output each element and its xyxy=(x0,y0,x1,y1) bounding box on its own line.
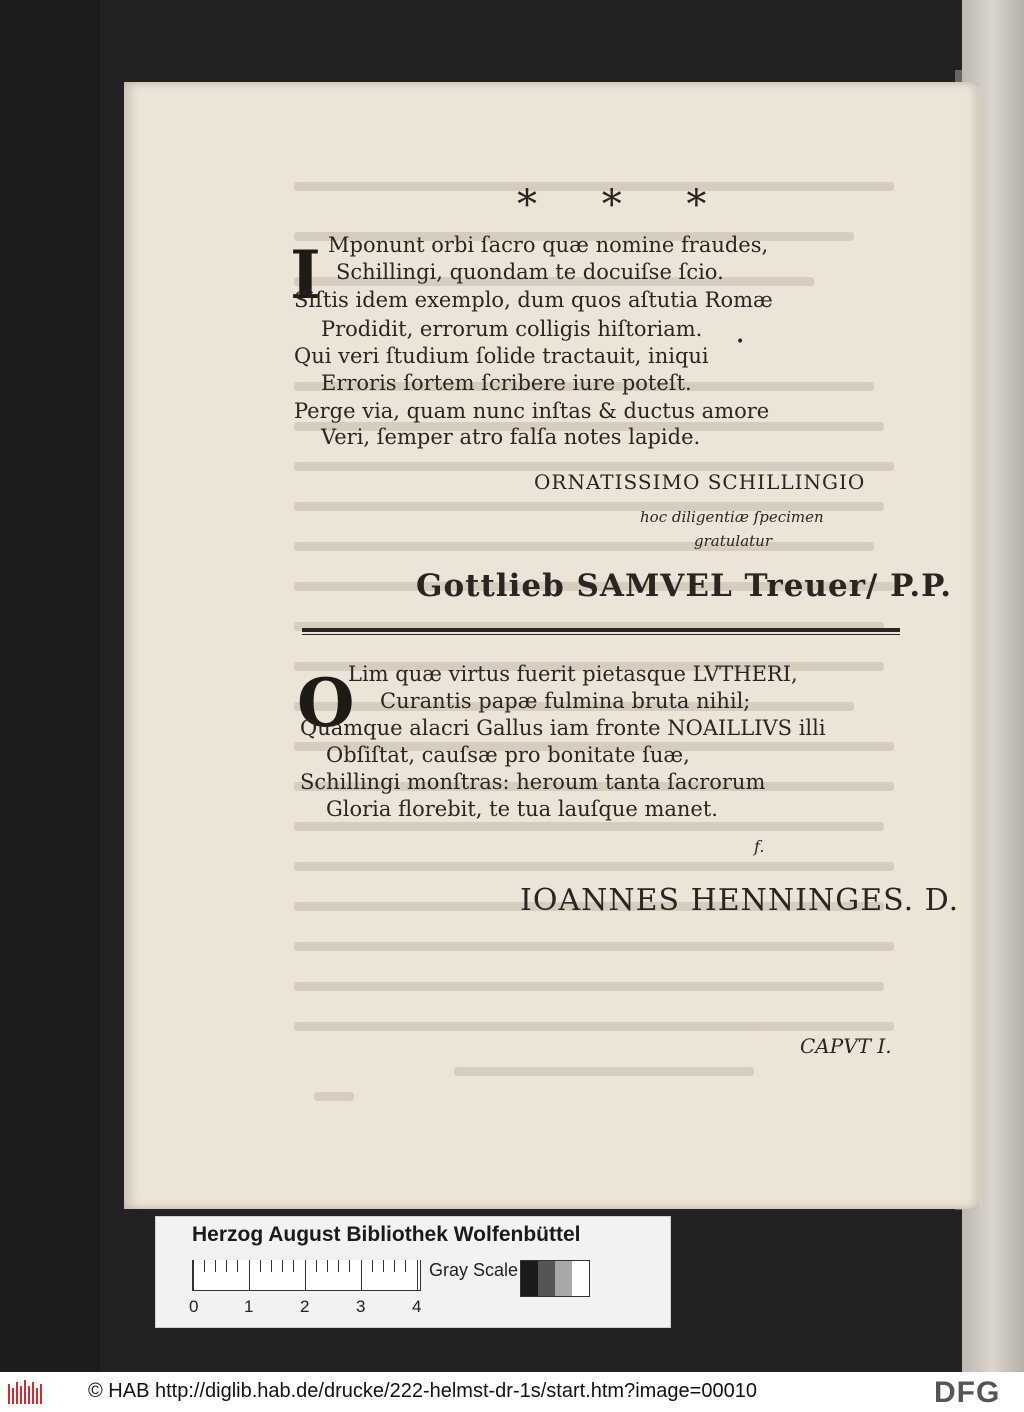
verse-line: Mponunt orbi ſacro quæ nomine fraudes, xyxy=(328,233,769,257)
drop-cap-i: I xyxy=(290,236,321,314)
verse-line: Quamque alacri Gallus iam fronte NOAILLIVS illi xyxy=(300,716,826,740)
color-scale-card xyxy=(155,1216,671,1328)
verse-line: Siſtis idem exemplo, dum quos aſtutia Romæ xyxy=(294,288,773,312)
ruler-number: 3 xyxy=(356,1297,366,1316)
divider-rule xyxy=(302,628,900,632)
verse-line: Prodidit, errorum colligis hiſtoriam. xyxy=(321,317,703,341)
gray-scale-label: Gray Scale xyxy=(429,1260,519,1280)
ruler-number: 1 xyxy=(244,1297,254,1316)
gray-swatch-2 xyxy=(555,1261,572,1296)
measurement-ruler xyxy=(192,1260,421,1291)
author-signature: Gottlieb SAMVEL Treuer/ P.P. xyxy=(416,568,953,604)
ruler-number: 2 xyxy=(300,1297,310,1316)
dedication: ORNATISSIMO SCHILLINGIO xyxy=(534,470,866,494)
scanner-background-left xyxy=(0,0,100,1372)
gray-scale-swatch xyxy=(520,1260,590,1297)
mark-f: f. xyxy=(754,837,765,856)
verse-line: Curantis papæ fulmina bruta nihil; xyxy=(380,689,751,713)
ornament-asterisks: * * * xyxy=(517,182,733,228)
drop-cap-o: O xyxy=(297,664,355,742)
dfg-logo-icon[interactable]: DFG xyxy=(934,1376,1001,1409)
verse-line: Perge via, quam nunc inſtas & ductus amore xyxy=(294,399,770,423)
stray-mark: • xyxy=(736,334,745,350)
verse-line: Veri, ſemper atro falſa notes lapide. xyxy=(321,425,701,449)
dedication-line: gratulatur xyxy=(694,532,773,550)
gray-swatch-1 xyxy=(538,1261,555,1296)
verse-line: Obſiſtat, cauſsæ pro bonitate ſuæ, xyxy=(326,743,690,767)
hab-logo-icon[interactable] xyxy=(6,1378,48,1406)
copyright-url[interactable]: © HAB http://diglib.hab.de/drucke/222-helmst-dr-1s/start.htm?image=00010 xyxy=(88,1380,757,1402)
verse-line: Gloria florebit, te tua lauſque manet. xyxy=(326,797,718,821)
catchword: CAPVT I. xyxy=(800,1034,892,1058)
verse-line: Erroris ſortem ſcribere iure poteſt. xyxy=(321,371,692,395)
dedication-line: hoc diligentiæ ſpecimen xyxy=(640,508,824,526)
verse-line: Schillingi monſtras: heroum tanta ſacrorum xyxy=(300,770,766,794)
divider-rule-thin xyxy=(302,634,900,635)
footer-bar xyxy=(0,1372,1024,1412)
library-name: Herzog August Bibliothek Wolfenbüttel xyxy=(192,1223,581,1246)
gray-swatch-3 xyxy=(572,1261,589,1296)
author-signature: IOANNES HENNINGES. D. xyxy=(520,883,960,918)
verse-line: Lim quæ virtus fuerit pietasque LVTHERI, xyxy=(348,662,798,686)
verse-line: Qui veri ſtudium ſolide tractauit, iniqui xyxy=(294,344,709,368)
ruler-number: 0 xyxy=(189,1297,199,1316)
document-page xyxy=(124,82,979,1209)
ruler-number: 4 xyxy=(412,1297,422,1316)
gray-swatch-0 xyxy=(521,1261,538,1296)
verse-line: Schillingi, quondam te docuiſse ſcio. xyxy=(336,260,724,284)
